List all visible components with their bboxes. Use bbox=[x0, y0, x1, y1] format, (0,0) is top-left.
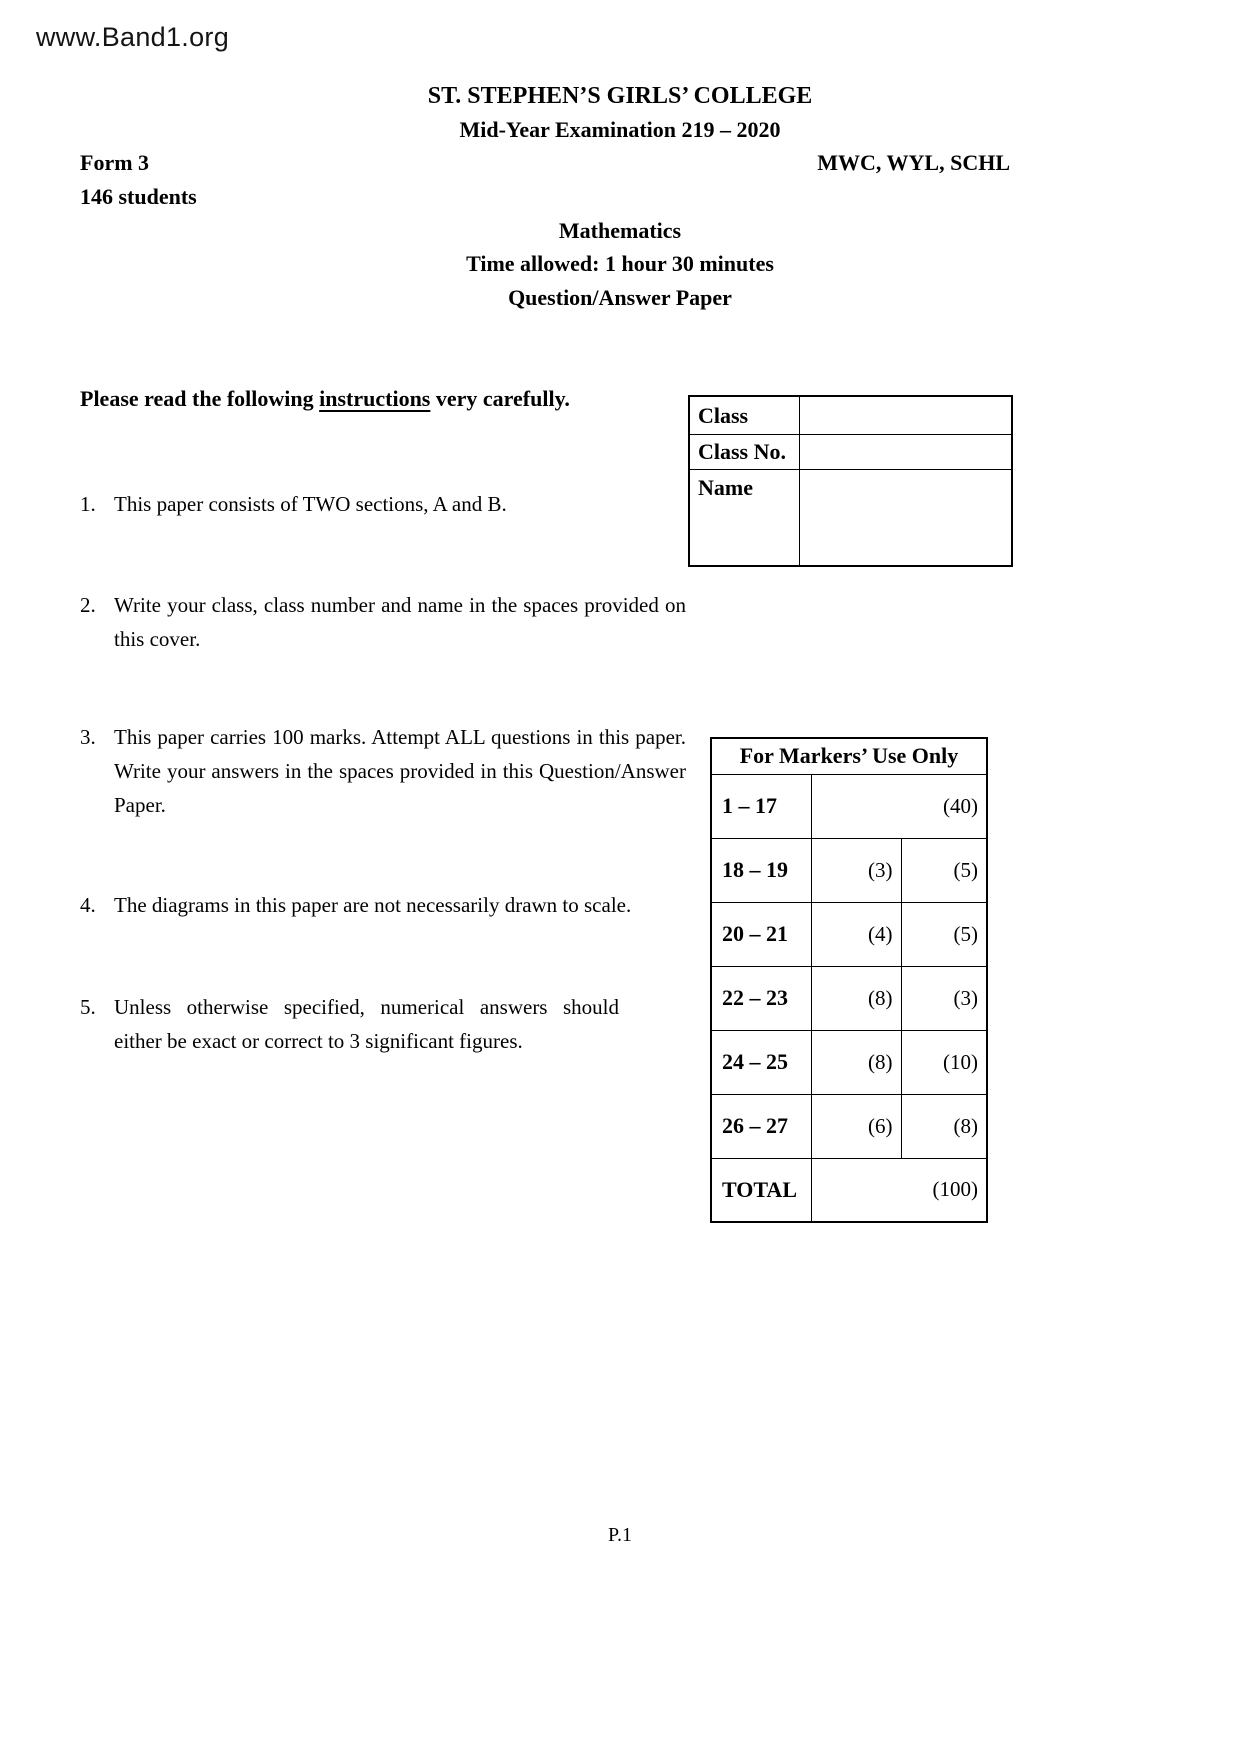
markers-row-marks: (100) bbox=[811, 1158, 987, 1222]
student-info-row-name bbox=[690, 470, 1011, 565]
setter-initials: MWC, WYL, SCHL bbox=[817, 150, 1010, 175]
paper-type: Question/Answer Paper bbox=[508, 285, 732, 310]
instruction-text: Unless otherwise specified, numerical answers should either be exact or correct to 3 significant figures. bbox=[114, 995, 619, 1053]
markers-row-marks-a: (8) bbox=[811, 1030, 901, 1094]
markers-row-20-21 bbox=[711, 902, 987, 966]
student-info-row-class-no bbox=[690, 435, 1011, 470]
class-no-value-cell bbox=[800, 435, 1011, 469]
instruction-item-5 bbox=[80, 990, 619, 1058]
page-number: P.1 bbox=[608, 1524, 632, 1546]
markers-row-marks-a: (6) bbox=[811, 1094, 901, 1158]
markers-row-label: TOTAL bbox=[711, 1158, 811, 1222]
instruction-item-3 bbox=[80, 720, 686, 822]
instruction-item-4 bbox=[80, 888, 686, 922]
instruction-number: 5. bbox=[80, 995, 96, 1019]
markers-row-label: 1 – 17 bbox=[711, 774, 811, 838]
markers-table-title: For Markers’ Use Only bbox=[711, 738, 987, 774]
instruction-text: The diagrams in this paper are not necessarily drawn to scale. bbox=[114, 893, 632, 917]
instruction-number: 1. bbox=[80, 492, 96, 516]
markers-table bbox=[710, 737, 988, 1223]
markers-row-marks: (40) bbox=[811, 774, 987, 838]
markers-row-total bbox=[711, 1158, 987, 1222]
markers-row-24-25 bbox=[711, 1030, 987, 1094]
class-value-cell bbox=[800, 397, 1011, 434]
instructions-heading bbox=[80, 386, 570, 412]
exam-title: Mid-Year Examination 219 – 2020 bbox=[459, 117, 781, 142]
instruction-text: This paper consists of TWO sections, A and B. bbox=[114, 492, 507, 516]
markers-row-18-19 bbox=[711, 838, 987, 902]
instruction-text: Write your class, class number and name in the spaces provided on this cover. bbox=[114, 593, 686, 651]
instruction-number: 3. bbox=[80, 725, 96, 749]
markers-row-1-17 bbox=[711, 774, 987, 838]
time-allowed: Time allowed: 1 hour 30 minutes bbox=[466, 251, 774, 276]
school-name: ST. STEPHEN’S GIRLS’ COLLEGE bbox=[427, 83, 813, 109]
name-value-cell bbox=[800, 470, 1011, 565]
markers-row-marks-b: (5) bbox=[901, 902, 987, 966]
instructions-heading-before: Please read the following bbox=[80, 386, 320, 411]
markers-row-label: 24 – 25 bbox=[711, 1030, 811, 1094]
class-label: Class bbox=[690, 397, 800, 434]
markers-row-marks-b: (5) bbox=[901, 838, 987, 902]
markers-row-label: 20 – 21 bbox=[711, 902, 811, 966]
instruction-text: This paper carries 100 marks. Attempt ALL questions in this paper. Write your answers in the spaces provided in this Question/Answer Paper. bbox=[114, 725, 686, 817]
instruction-item-1 bbox=[80, 487, 686, 521]
student-info-box bbox=[688, 395, 1013, 567]
markers-row-marks-a: (4) bbox=[811, 902, 901, 966]
class-no-label: Class No. bbox=[690, 435, 800, 469]
student-count: 146 students bbox=[80, 184, 197, 209]
markers-row-label: 22 – 23 bbox=[711, 966, 811, 1030]
markers-row-marks-b: (10) bbox=[901, 1030, 987, 1094]
markers-row-22-23 bbox=[711, 966, 987, 1030]
subject-title: Mathematics bbox=[558, 218, 682, 243]
markers-row-marks-b: (3) bbox=[901, 966, 987, 1030]
instruction-number: 2. bbox=[80, 593, 96, 617]
name-label: Name bbox=[690, 470, 800, 565]
markers-row-marks-b: (8) bbox=[901, 1094, 987, 1158]
markers-table-header bbox=[711, 738, 987, 774]
instruction-item-2 bbox=[80, 588, 686, 656]
form-level: Form 3 bbox=[80, 150, 150, 175]
instructions-heading-underlined: instructions bbox=[319, 386, 431, 411]
watermark: www.Band1.org bbox=[36, 22, 230, 52]
student-info-row-class bbox=[690, 397, 1011, 435]
markers-row-label: 26 – 27 bbox=[711, 1094, 811, 1158]
markers-row-marks-a: (8) bbox=[811, 966, 901, 1030]
instructions-heading-after: very carefully. bbox=[430, 386, 570, 411]
instruction-number: 4. bbox=[80, 893, 96, 917]
markers-row-marks-a: (3) bbox=[811, 838, 901, 902]
markers-row-label: 18 – 19 bbox=[711, 838, 811, 902]
markers-row-26-27 bbox=[711, 1094, 987, 1158]
